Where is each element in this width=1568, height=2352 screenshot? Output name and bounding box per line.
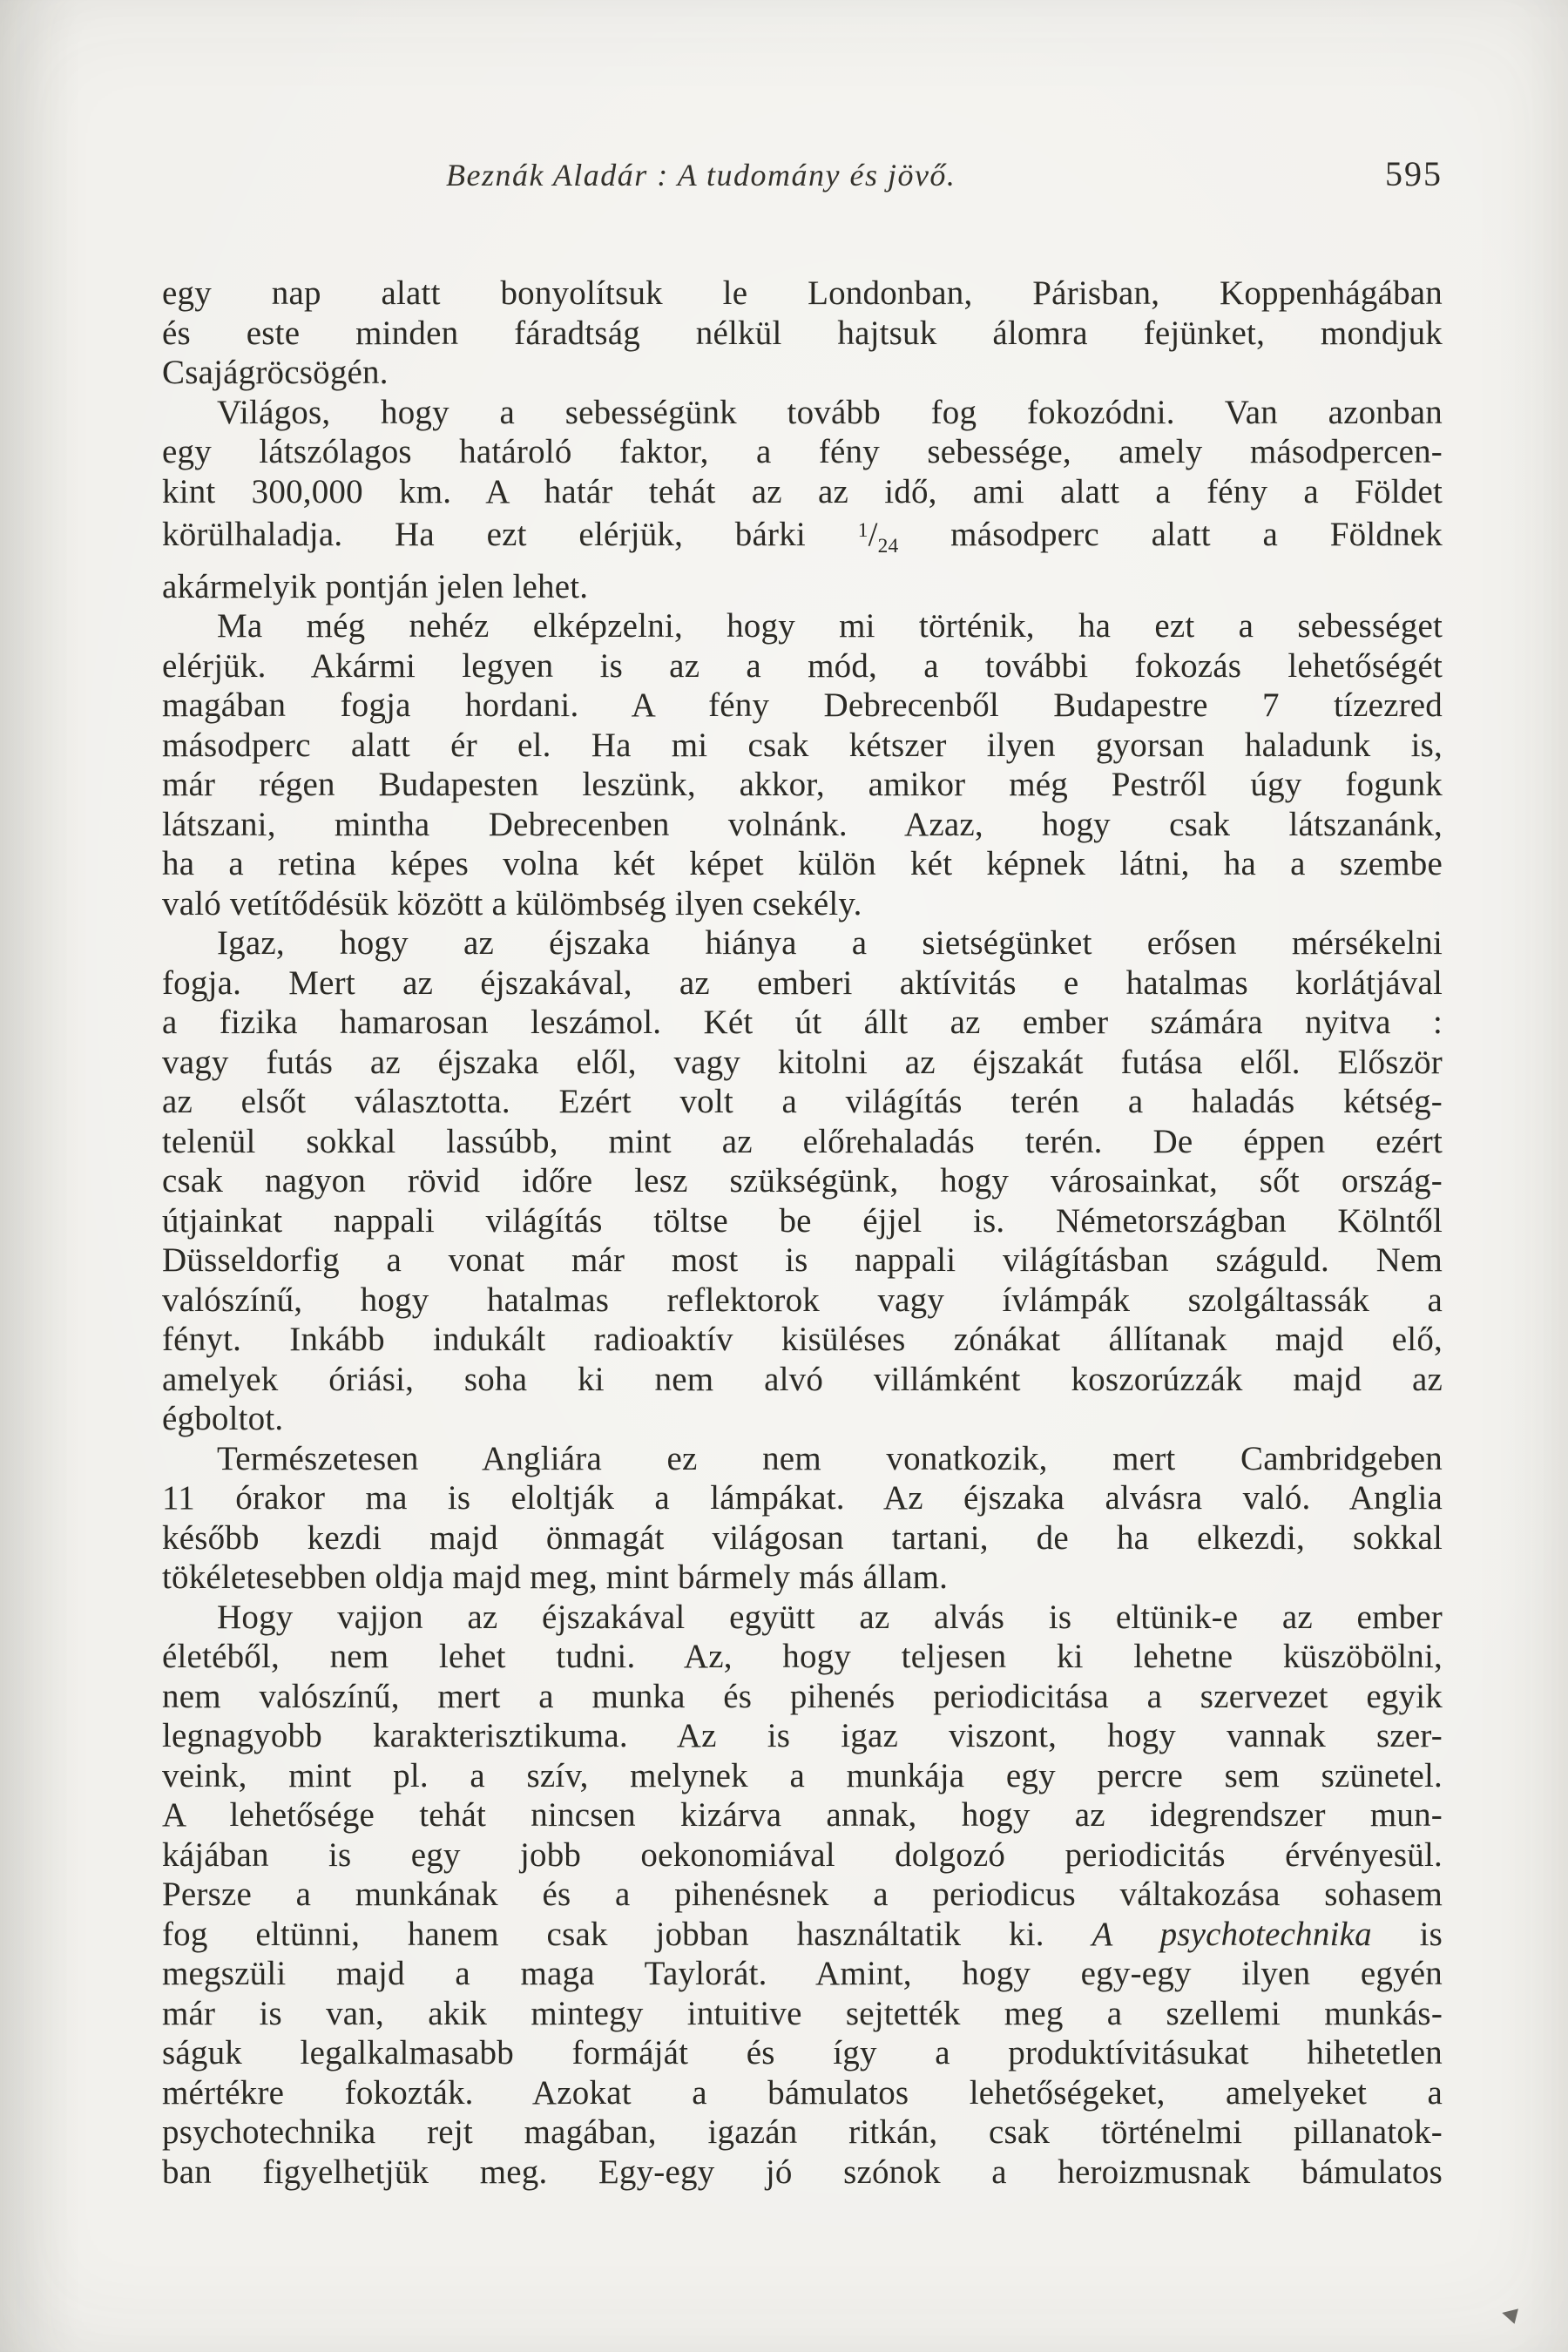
text-segment: Természetesen Angliára ez nem vonatkozik, mert Cambridgeben [217,1439,1443,1477]
text-segment: egy nap alatt bonyolítsuk le Londonban, Párisban, Koppenhágában [162,274,1443,312]
text-line [162,1082,1443,1122]
text-line [162,2112,1443,2153]
text-segment: Düsseldorfig a vonat már most is nappali világításban száguld. Nem [162,1241,1443,1279]
text-line [162,2033,1443,2073]
paragraph [162,606,1443,923]
text-line [162,567,1443,607]
text-segment: való vetítődésük között a külömbség ilyen csekély. [162,884,862,923]
text-line [162,1043,1443,1083]
text-segment: / [868,516,878,553]
text-line [162,646,1443,686]
scan-artifact-mark [1500,2305,1518,2324]
text-segment: A lehetősége tehát nincsen kizárva annak, hogy az idegrendszer mun- [162,1796,1443,1834]
running-header [162,153,1443,194]
text-line [162,1598,1443,1638]
text-segment: az elsőt választotta. Ezért volt a világítás terén a haladás kétség- [162,1083,1443,1120]
text-line [162,726,1443,766]
text-segment: és este minden fáradtság nélkül hajtsuk álomra fejünket, mondjuk [162,314,1443,352]
text-line [162,1875,1443,1915]
text-segment: vagy futás az éjszaka elől, vagy kitolni az éjszakát futása elől. Először [162,1043,1443,1081]
text-line [162,2073,1443,2113]
text-line [162,1399,1443,1439]
text-segment: elérjük. Akármi legyen is az a mód, a további fokozás lehetőségét [162,646,1443,685]
text-segment: kint 300,000 km. A határ tehát az az idő, ami alatt a fény a Földet [162,472,1443,510]
text-line [162,606,1443,646]
text-line [162,844,1443,884]
text-line [162,1994,1443,2034]
paragraph [162,274,1443,393]
text-line [162,1518,1443,1558]
text-segment: már is van, akik mintegy intuitive sejtették meg a szellemi munkás- [162,1994,1443,2032]
text-line [162,1478,1443,1518]
text-segment: másodperc alatt a Földnek [898,516,1443,553]
text-segment: csak nagyon rövid időre lesz szükségünk, hogy városainkat, sőt ország- [162,1162,1443,1200]
text-line [162,686,1443,726]
header-title: Beznák Aladár : A tudomány és jövő. [446,158,956,193]
text-segment: fog eltünni, hanem csak jobban használtatik ki. [162,1915,1092,1953]
text-line [162,1360,1443,1400]
text-line [162,1003,1443,1043]
text-segment: ha a retina képes volna két képet külön két képnek látni, ha a szembe [162,845,1443,882]
text-segment: amelyek óriási, soha ki nem alvó villámként koszorúzzák majd az [162,1360,1443,1398]
text-line [162,1716,1443,1756]
text-line [162,1240,1443,1281]
text-line [162,963,1443,1004]
text-line [162,2153,1443,2193]
page-body [162,274,1443,2192]
text-line [162,1201,1443,1241]
text-segment: nem valószínű, mert a munka és pihenés periodicitása a szervezet egyik [162,1677,1443,1715]
text-segment: látszani, mintha Debrecenben volnánk. Azaz, hogy csak látszanánk, [162,805,1443,843]
text-line [162,1677,1443,1717]
text-line [162,1439,1443,1479]
text-segment: fényt. Inkább indukált radioaktív kisüléses zónákat állítanak majd elő, [162,1321,1443,1358]
text-line [162,1954,1443,1994]
text-line [162,1161,1443,1201]
paragraph [162,1439,1443,1598]
text-segment: útjainkat nappali világítás töltse be éjjel is. Németországban Kölntől [162,1201,1443,1240]
text-segment: ban figyelhetjük meg. Egy-egy jó szónok a heroizmusnak bámulatos [162,2153,1443,2191]
text-line [162,1795,1443,1835]
text-segment: Hogy vajjon az éjszakával együtt az alvás is eltünik-e az ember [217,1598,1443,1636]
text-line [162,511,1443,567]
text-segment: mértékre fokozták. Azokat a bámulatos lehetőségeket, amelyeket a [162,2073,1443,2112]
text-line [162,765,1443,805]
text-line [162,923,1443,963]
text-segment: 11 órakor ma is eloltják a lámpákat. Az éjszaka alvásra való. Anglia [162,1479,1443,1517]
text-segment: legnagyobb karakterisztikuma. Az is igaz viszont, hogy vannak szer- [162,1717,1443,1754]
text-line [162,1756,1443,1796]
text-segment: psychotechnika rejt magában, igazán ritkán, csak történelmi pillanatok- [162,2113,1443,2151]
text-line [162,472,1443,512]
text-segment: életéből, nem lehet tudni. Az, hogy teljesen ki lehetne küszöbölni, [162,1638,1443,1675]
text-segment: is [1371,1915,1443,1953]
text-segment: később kezdi majd önmagát világosan tartani, de ha elkezdi, sokkal [162,1518,1443,1557]
text-segment: körülhaladja. Ha ezt elérjük, bárki [162,516,858,553]
text-segment: másodperc alatt ér el. Ha mi csak kétszer ilyen gyorsan haladunk is, [162,726,1443,764]
text-segment: magában fogja hordani. A fény Debrecenből Budapestre 7 tízezred [162,686,1443,724]
text-line [162,274,1443,314]
text-line [162,1835,1443,1876]
text-segment: Persze a munkának és a pihenésnek a periodicus váltakozása sohasem [162,1876,1443,1913]
italic-text: A psychotechnika [1092,1915,1372,1953]
text-segment: Világos, hogy a sebességünk tovább fog fokozódni. Van azonban [217,393,1443,431]
text-segment: egy látszólagos határoló faktor, a fény sebessége, amely másodpercen- [162,433,1443,470]
text-line [162,1122,1443,1162]
text-segment: Csajágröcsögén. [162,354,389,391]
text-line [162,1320,1443,1360]
text-line [162,1281,1443,1321]
text-segment: már régen Budapesten leszünk, akkor, amikor még Pestről úgy fogunk [162,766,1443,803]
text-segment: veink, mint pl. a szív, melynek a munkája egy percre sem szünetel. [162,1756,1443,1794]
text-line [162,314,1443,354]
text-segment: Igaz, hogy az éjszaka hiánya a sietségünket erősen mérsékelni [217,924,1443,962]
text-line [162,432,1443,472]
text-line [162,805,1443,845]
text-segment: tökéletesebben oldja majd meg, mint bármely más állam. [162,1558,949,1596]
fraction-sub: 24 [877,535,899,558]
text-line [162,393,1443,433]
text-segment: fogja. Mert az éjszakával, az emberi aktívitás e hatalmas korlátjával [162,963,1443,1002]
fraction-sup: 1 [857,519,868,542]
text-segment: a fizika hamarosan leszámol. Két út állt az ember számára nyitva : [162,1004,1443,1041]
text-line [162,1915,1443,1955]
text-segment: valószínű, hogy hatalmas reflektorok vagy ívlámpák szolgáltassák a [162,1281,1443,1319]
text-segment: Ma még nehéz elképzelni, hogy mi történik, ha ezt a sebességet [217,607,1443,645]
page-number: 595 [1385,154,1443,193]
text-segment: megszüli majd a maga Taylorát. Amint, hogy egy-egy ilyen egyén [162,1955,1443,1992]
text-segment: ságuk legalkalmasabb formáját és így a produktívitásukat hihetetlen [162,2034,1443,2072]
text-segment: akármelyik pontján jelen lehet. [162,567,589,605]
text-segment: kájában is egy jobb oekonomiával dolgozó periodicitás érvényesül. [162,1835,1443,1874]
text-line [162,884,1443,924]
text-line [162,353,1443,393]
paragraph [162,393,1443,607]
text-segment: telenül sokkal lassúbb, mint az előrehaladás terén. De éppen ezért [162,1122,1443,1160]
text-line [162,1558,1443,1598]
paragraph [162,923,1443,1439]
text-line [162,1637,1443,1677]
text-segment: égboltot. [162,1400,284,1437]
paragraph [162,1598,1443,2193]
